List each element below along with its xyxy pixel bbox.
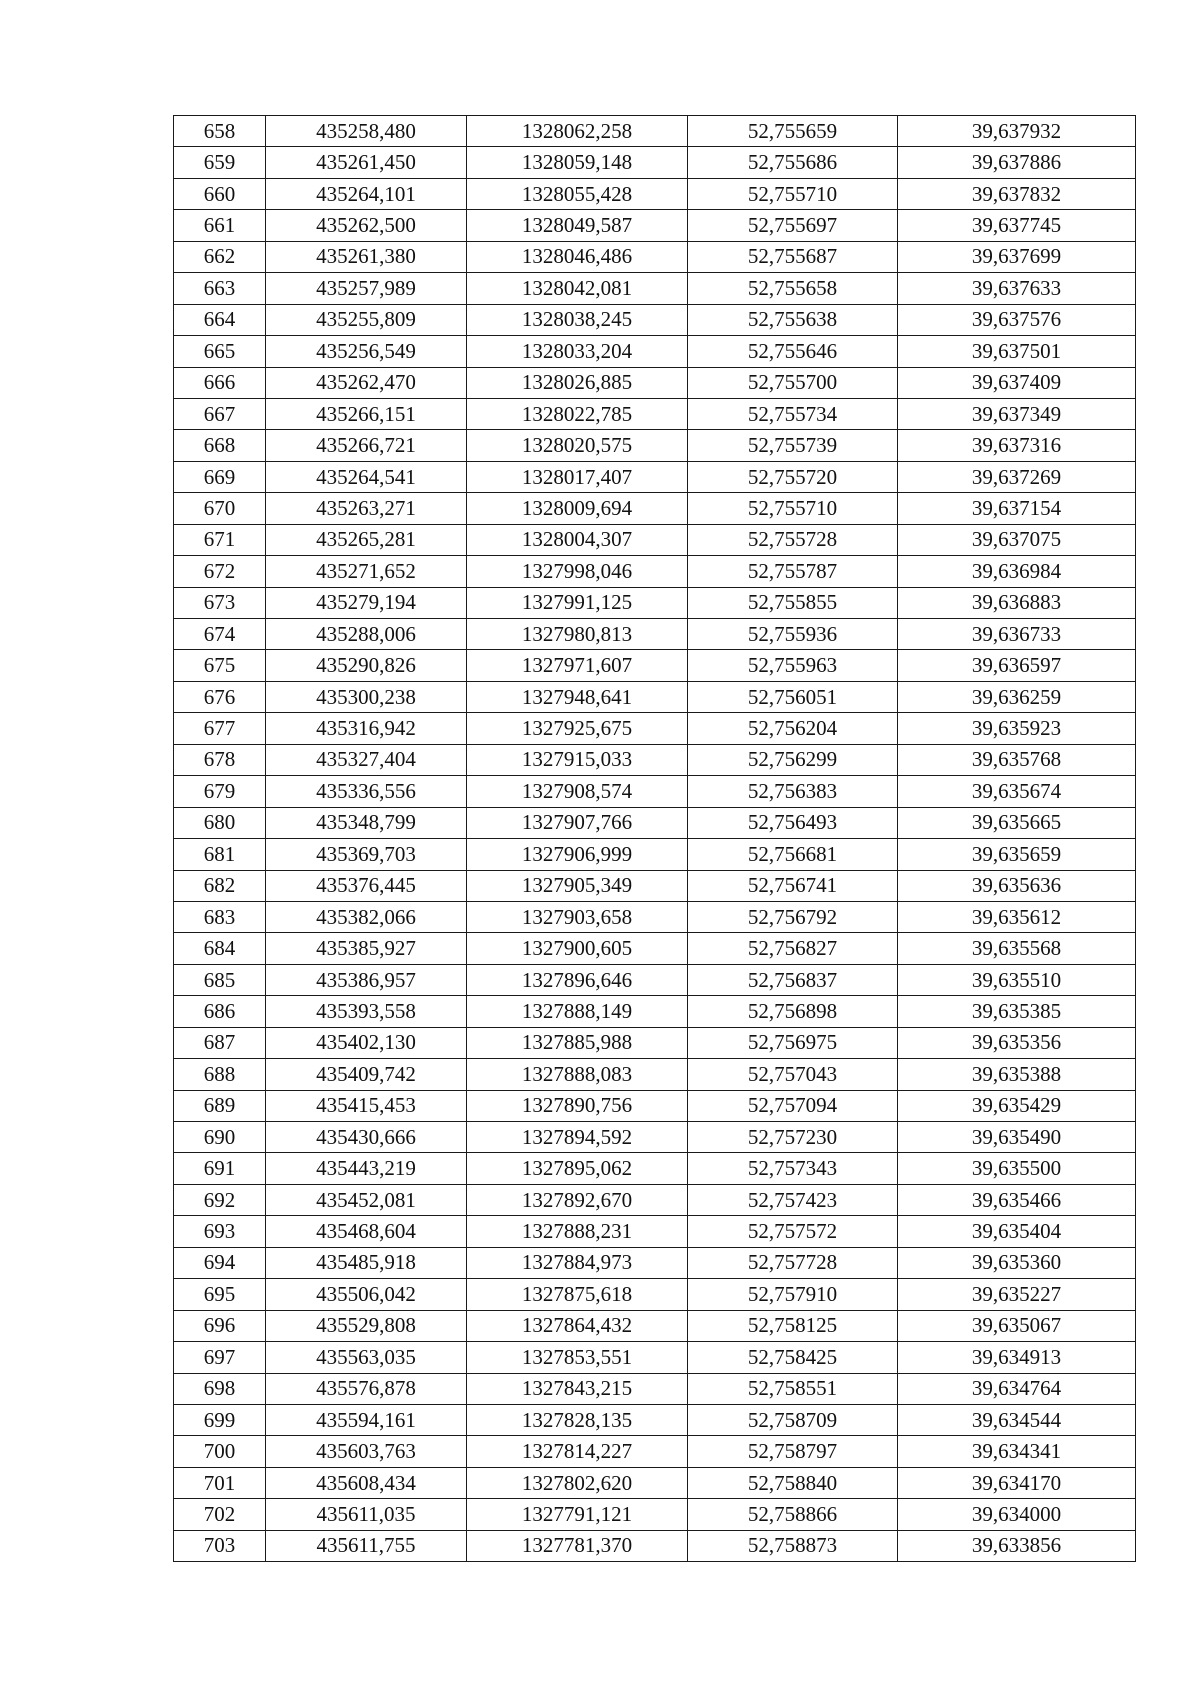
x-coordinate-cell: 435369,703	[266, 839, 467, 870]
table-row	[174, 681, 1136, 712]
y-coordinate-cell: 1328026,885	[467, 367, 688, 398]
latitude-cell: 52,757728	[688, 1247, 898, 1278]
point-number-cell: 667	[174, 398, 266, 429]
x-coordinate-cell: 435452,081	[266, 1184, 467, 1215]
longitude-cell: 39,635923	[898, 713, 1136, 744]
latitude-cell: 52,755687	[688, 241, 898, 272]
point-number-cell: 684	[174, 933, 266, 964]
longitude-cell: 39,637832	[898, 178, 1136, 209]
latitude-cell: 52,755963	[688, 650, 898, 681]
y-coordinate-cell: 1327890,756	[467, 1090, 688, 1121]
table-row	[174, 713, 1136, 744]
longitude-cell: 39,636733	[898, 619, 1136, 650]
x-coordinate-cell: 435576,878	[266, 1373, 467, 1404]
x-coordinate-cell: 435261,380	[266, 241, 467, 272]
longitude-cell: 39,635636	[898, 870, 1136, 901]
x-coordinate-cell: 435529,808	[266, 1310, 467, 1341]
latitude-cell: 52,755697	[688, 210, 898, 241]
y-coordinate-cell: 1327900,605	[467, 933, 688, 964]
table-row	[174, 996, 1136, 1027]
y-coordinate-cell: 1327888,231	[467, 1216, 688, 1247]
latitude-cell: 52,758797	[688, 1436, 898, 1467]
latitude-cell: 52,755855	[688, 587, 898, 618]
table-row	[174, 1436, 1136, 1467]
longitude-cell: 39,634764	[898, 1373, 1136, 1404]
longitude-cell: 39,637154	[898, 493, 1136, 524]
latitude-cell: 52,756493	[688, 807, 898, 838]
latitude-cell: 52,758125	[688, 1310, 898, 1341]
longitude-cell: 39,634913	[898, 1342, 1136, 1373]
longitude-cell: 39,635768	[898, 744, 1136, 775]
table-row	[174, 273, 1136, 304]
point-number-cell: 691	[174, 1153, 266, 1184]
x-coordinate-cell: 435300,238	[266, 681, 467, 712]
y-coordinate-cell: 1328059,148	[467, 147, 688, 178]
x-coordinate-cell: 435415,453	[266, 1090, 467, 1121]
table-row	[174, 807, 1136, 838]
latitude-cell: 52,757043	[688, 1059, 898, 1090]
longitude-cell: 39,635360	[898, 1247, 1136, 1278]
point-number-cell: 689	[174, 1090, 266, 1121]
table-row	[174, 744, 1136, 775]
point-number-cell: 672	[174, 556, 266, 587]
latitude-cell: 52,756792	[688, 901, 898, 932]
latitude-cell: 52,756383	[688, 776, 898, 807]
table-row	[174, 1342, 1136, 1373]
latitude-cell: 52,755700	[688, 367, 898, 398]
table-row	[174, 524, 1136, 555]
latitude-cell: 52,755739	[688, 430, 898, 461]
latitude-cell: 52,755659	[688, 116, 898, 147]
point-number-cell: 675	[174, 650, 266, 681]
x-coordinate-cell: 435262,500	[266, 210, 467, 241]
longitude-cell: 39,637633	[898, 273, 1136, 304]
point-number-cell: 700	[174, 1436, 266, 1467]
latitude-cell: 52,758873	[688, 1530, 898, 1561]
x-coordinate-cell: 435603,763	[266, 1436, 467, 1467]
latitude-cell: 52,755787	[688, 556, 898, 587]
latitude-cell: 52,756837	[688, 964, 898, 995]
x-coordinate-cell: 435316,942	[266, 713, 467, 744]
x-coordinate-cell: 435386,957	[266, 964, 467, 995]
y-coordinate-cell: 1327915,033	[467, 744, 688, 775]
longitude-cell: 39,637409	[898, 367, 1136, 398]
latitude-cell: 52,757094	[688, 1090, 898, 1121]
point-number-cell: 688	[174, 1059, 266, 1090]
y-coordinate-cell: 1327843,215	[467, 1373, 688, 1404]
point-number-cell: 664	[174, 304, 266, 335]
latitude-cell: 52,756051	[688, 681, 898, 712]
y-coordinate-cell: 1327814,227	[467, 1436, 688, 1467]
x-coordinate-cell: 435327,404	[266, 744, 467, 775]
point-number-cell: 671	[174, 524, 266, 555]
table-row	[174, 776, 1136, 807]
x-coordinate-cell: 435443,219	[266, 1153, 467, 1184]
point-number-cell: 694	[174, 1247, 266, 1278]
x-coordinate-cell: 435257,989	[266, 273, 467, 304]
longitude-cell: 39,636259	[898, 681, 1136, 712]
longitude-cell: 39,635067	[898, 1310, 1136, 1341]
latitude-cell: 52,755710	[688, 493, 898, 524]
y-coordinate-cell: 1327895,062	[467, 1153, 688, 1184]
y-coordinate-cell: 1327791,121	[467, 1499, 688, 1530]
latitude-cell: 52,755728	[688, 524, 898, 555]
table-row	[174, 147, 1136, 178]
table-row	[174, 1279, 1136, 1310]
point-number-cell: 701	[174, 1467, 266, 1498]
table-row	[174, 650, 1136, 681]
table-row	[174, 1247, 1136, 1278]
latitude-cell: 52,756741	[688, 870, 898, 901]
latitude-cell: 52,755710	[688, 178, 898, 209]
latitude-cell: 52,758425	[688, 1342, 898, 1373]
table-row	[174, 336, 1136, 367]
table-row	[174, 1404, 1136, 1435]
x-coordinate-cell: 435264,101	[266, 178, 467, 209]
y-coordinate-cell: 1327781,370	[467, 1530, 688, 1561]
y-coordinate-cell: 1328033,204	[467, 336, 688, 367]
longitude-cell: 39,634341	[898, 1436, 1136, 1467]
table-row	[174, 556, 1136, 587]
x-coordinate-cell: 435468,604	[266, 1216, 467, 1247]
longitude-cell: 39,633856	[898, 1530, 1136, 1561]
table-row	[174, 1059, 1136, 1090]
longitude-cell: 39,635404	[898, 1216, 1136, 1247]
table-row	[174, 1184, 1136, 1215]
y-coordinate-cell: 1327802,620	[467, 1467, 688, 1498]
y-coordinate-cell: 1327864,432	[467, 1310, 688, 1341]
x-coordinate-cell: 435393,558	[266, 996, 467, 1027]
longitude-cell: 39,636984	[898, 556, 1136, 587]
y-coordinate-cell: 1327853,551	[467, 1342, 688, 1373]
y-coordinate-cell: 1328055,428	[467, 178, 688, 209]
y-coordinate-cell: 1327885,988	[467, 1027, 688, 1058]
latitude-cell: 52,757910	[688, 1279, 898, 1310]
longitude-cell: 39,635659	[898, 839, 1136, 870]
table-row	[174, 1027, 1136, 1058]
table-row	[174, 304, 1136, 335]
x-coordinate-cell: 435266,721	[266, 430, 467, 461]
y-coordinate-cell: 1327908,574	[467, 776, 688, 807]
x-coordinate-cell: 435485,918	[266, 1247, 467, 1278]
table-row	[174, 1499, 1136, 1530]
point-number-cell: 690	[174, 1122, 266, 1153]
x-coordinate-cell: 435279,194	[266, 587, 467, 618]
latitude-cell: 52,755646	[688, 336, 898, 367]
y-coordinate-cell: 1328062,258	[467, 116, 688, 147]
point-number-cell: 685	[174, 964, 266, 995]
point-number-cell: 692	[174, 1184, 266, 1215]
x-coordinate-cell: 435611,755	[266, 1530, 467, 1561]
x-coordinate-cell: 435261,450	[266, 147, 467, 178]
longitude-cell: 39,635568	[898, 933, 1136, 964]
x-coordinate-cell: 435376,445	[266, 870, 467, 901]
y-coordinate-cell: 1328004,307	[467, 524, 688, 555]
y-coordinate-cell: 1327888,083	[467, 1059, 688, 1090]
table-row	[174, 1467, 1136, 1498]
table-row	[174, 461, 1136, 492]
y-coordinate-cell: 1327894,592	[467, 1122, 688, 1153]
point-number-cell: 687	[174, 1027, 266, 1058]
longitude-cell: 39,637699	[898, 241, 1136, 272]
point-number-cell: 663	[174, 273, 266, 304]
table-row	[174, 398, 1136, 429]
longitude-cell: 39,637886	[898, 147, 1136, 178]
point-number-cell: 695	[174, 1279, 266, 1310]
latitude-cell: 52,758709	[688, 1404, 898, 1435]
longitude-cell: 39,635500	[898, 1153, 1136, 1184]
point-number-cell: 661	[174, 210, 266, 241]
y-coordinate-cell: 1327980,813	[467, 619, 688, 650]
latitude-cell: 52,757572	[688, 1216, 898, 1247]
longitude-cell: 39,635510	[898, 964, 1136, 995]
longitude-cell: 39,634000	[898, 1499, 1136, 1530]
point-number-cell: 686	[174, 996, 266, 1027]
point-number-cell: 679	[174, 776, 266, 807]
point-number-cell: 673	[174, 587, 266, 618]
latitude-cell: 52,756898	[688, 996, 898, 1027]
longitude-cell: 39,636883	[898, 587, 1136, 618]
table-row	[174, 964, 1136, 995]
latitude-cell: 52,756975	[688, 1027, 898, 1058]
table-row	[174, 241, 1136, 272]
table-row	[174, 1153, 1136, 1184]
point-number-cell: 674	[174, 619, 266, 650]
x-coordinate-cell: 435611,035	[266, 1499, 467, 1530]
y-coordinate-cell: 1327896,646	[467, 964, 688, 995]
latitude-cell: 52,755734	[688, 398, 898, 429]
x-coordinate-cell: 435266,151	[266, 398, 467, 429]
longitude-cell: 39,635665	[898, 807, 1136, 838]
y-coordinate-cell: 1327971,607	[467, 650, 688, 681]
longitude-cell: 39,637269	[898, 461, 1136, 492]
point-number-cell: 658	[174, 116, 266, 147]
longitude-cell: 39,636597	[898, 650, 1136, 681]
table-row	[174, 870, 1136, 901]
longitude-cell: 39,634170	[898, 1467, 1136, 1498]
x-coordinate-cell: 435409,742	[266, 1059, 467, 1090]
latitude-cell: 52,756827	[688, 933, 898, 964]
point-number-cell: 677	[174, 713, 266, 744]
y-coordinate-cell: 1327875,618	[467, 1279, 688, 1310]
table-row	[174, 430, 1136, 461]
point-number-cell: 697	[174, 1342, 266, 1373]
latitude-cell: 52,756299	[688, 744, 898, 775]
table-row	[174, 210, 1136, 241]
y-coordinate-cell: 1327884,973	[467, 1247, 688, 1278]
longitude-cell: 39,635429	[898, 1090, 1136, 1121]
x-coordinate-cell: 435506,042	[266, 1279, 467, 1310]
x-coordinate-cell: 435336,556	[266, 776, 467, 807]
y-coordinate-cell: 1328042,081	[467, 273, 688, 304]
latitude-cell: 52,758551	[688, 1373, 898, 1404]
latitude-cell: 52,758840	[688, 1467, 898, 1498]
x-coordinate-cell: 435256,549	[266, 336, 467, 367]
table-row	[174, 1090, 1136, 1121]
y-coordinate-cell: 1327905,349	[467, 870, 688, 901]
y-coordinate-cell: 1327925,675	[467, 713, 688, 744]
longitude-cell: 39,637501	[898, 336, 1136, 367]
point-number-cell: 699	[174, 1404, 266, 1435]
latitude-cell: 52,758866	[688, 1499, 898, 1530]
point-number-cell: 703	[174, 1530, 266, 1561]
y-coordinate-cell: 1328046,486	[467, 241, 688, 272]
latitude-cell: 52,757423	[688, 1184, 898, 1215]
point-number-cell: 678	[174, 744, 266, 775]
point-number-cell: 693	[174, 1216, 266, 1247]
longitude-cell: 39,635227	[898, 1279, 1136, 1310]
y-coordinate-cell: 1327907,766	[467, 807, 688, 838]
longitude-cell: 39,635674	[898, 776, 1136, 807]
y-coordinate-cell: 1327948,641	[467, 681, 688, 712]
point-number-cell: 665	[174, 336, 266, 367]
x-coordinate-cell: 435255,809	[266, 304, 467, 335]
x-coordinate-cell: 435262,470	[266, 367, 467, 398]
point-number-cell: 680	[174, 807, 266, 838]
point-number-cell: 669	[174, 461, 266, 492]
latitude-cell: 52,755936	[688, 619, 898, 650]
y-coordinate-cell: 1327828,135	[467, 1404, 688, 1435]
table-row	[174, 1310, 1136, 1341]
x-coordinate-cell: 435608,434	[266, 1467, 467, 1498]
x-coordinate-cell: 435402,130	[266, 1027, 467, 1058]
x-coordinate-cell: 435382,066	[266, 901, 467, 932]
table-row	[174, 587, 1136, 618]
x-coordinate-cell: 435594,161	[266, 1404, 467, 1435]
latitude-cell: 52,755658	[688, 273, 898, 304]
y-coordinate-cell: 1328022,785	[467, 398, 688, 429]
latitude-cell: 52,757230	[688, 1122, 898, 1153]
point-number-cell: 662	[174, 241, 266, 272]
x-coordinate-cell: 435430,666	[266, 1122, 467, 1153]
latitude-cell: 52,755720	[688, 461, 898, 492]
latitude-cell: 52,757343	[688, 1153, 898, 1184]
table-row	[174, 933, 1136, 964]
longitude-cell: 39,635385	[898, 996, 1136, 1027]
point-number-cell: 702	[174, 1499, 266, 1530]
point-number-cell: 670	[174, 493, 266, 524]
longitude-cell: 39,635356	[898, 1027, 1136, 1058]
y-coordinate-cell: 1327906,999	[467, 839, 688, 870]
point-number-cell: 659	[174, 147, 266, 178]
point-number-cell: 676	[174, 681, 266, 712]
longitude-cell: 39,637349	[898, 398, 1136, 429]
y-coordinate-cell: 1327892,670	[467, 1184, 688, 1215]
latitude-cell: 52,755686	[688, 147, 898, 178]
x-coordinate-cell: 435563,035	[266, 1342, 467, 1373]
y-coordinate-cell: 1328017,407	[467, 461, 688, 492]
coordinates-table-body	[174, 116, 1136, 1562]
table-row	[174, 619, 1136, 650]
longitude-cell: 39,637745	[898, 210, 1136, 241]
latitude-cell: 52,755638	[688, 304, 898, 335]
y-coordinate-cell: 1328009,694	[467, 493, 688, 524]
point-number-cell: 682	[174, 870, 266, 901]
table-row	[174, 839, 1136, 870]
table-row	[174, 901, 1136, 932]
point-number-cell: 668	[174, 430, 266, 461]
table-row	[174, 1122, 1136, 1153]
longitude-cell: 39,637075	[898, 524, 1136, 555]
table-row	[174, 178, 1136, 209]
table-row	[174, 1373, 1136, 1404]
point-number-cell: 698	[174, 1373, 266, 1404]
y-coordinate-cell: 1327998,046	[467, 556, 688, 587]
longitude-cell: 39,637316	[898, 430, 1136, 461]
y-coordinate-cell: 1328020,575	[467, 430, 688, 461]
x-coordinate-cell: 435385,927	[266, 933, 467, 964]
longitude-cell: 39,635388	[898, 1059, 1136, 1090]
table-row	[174, 493, 1136, 524]
y-coordinate-cell: 1327903,658	[467, 901, 688, 932]
latitude-cell: 52,756204	[688, 713, 898, 744]
x-coordinate-cell: 435258,480	[266, 116, 467, 147]
x-coordinate-cell: 435348,799	[266, 807, 467, 838]
point-number-cell: 683	[174, 901, 266, 932]
point-number-cell: 681	[174, 839, 266, 870]
point-number-cell: 666	[174, 367, 266, 398]
y-coordinate-cell: 1327991,125	[467, 587, 688, 618]
longitude-cell: 39,635466	[898, 1184, 1136, 1215]
longitude-cell: 39,635490	[898, 1122, 1136, 1153]
x-coordinate-cell: 435265,281	[266, 524, 467, 555]
x-coordinate-cell: 435290,826	[266, 650, 467, 681]
coordinates-table	[173, 115, 1136, 1562]
table-row	[174, 1216, 1136, 1247]
y-coordinate-cell: 1327888,149	[467, 996, 688, 1027]
table-row	[174, 367, 1136, 398]
x-coordinate-cell: 435271,652	[266, 556, 467, 587]
point-number-cell: 660	[174, 178, 266, 209]
x-coordinate-cell: 435288,006	[266, 619, 467, 650]
longitude-cell: 39,637932	[898, 116, 1136, 147]
latitude-cell: 52,756681	[688, 839, 898, 870]
table-row	[174, 1530, 1136, 1561]
x-coordinate-cell: 435263,271	[266, 493, 467, 524]
longitude-cell: 39,635612	[898, 901, 1136, 932]
point-number-cell: 696	[174, 1310, 266, 1341]
table-row	[174, 116, 1136, 147]
y-coordinate-cell: 1328049,587	[467, 210, 688, 241]
x-coordinate-cell: 435264,541	[266, 461, 467, 492]
longitude-cell: 39,634544	[898, 1404, 1136, 1435]
longitude-cell: 39,637576	[898, 304, 1136, 335]
y-coordinate-cell: 1328038,245	[467, 304, 688, 335]
